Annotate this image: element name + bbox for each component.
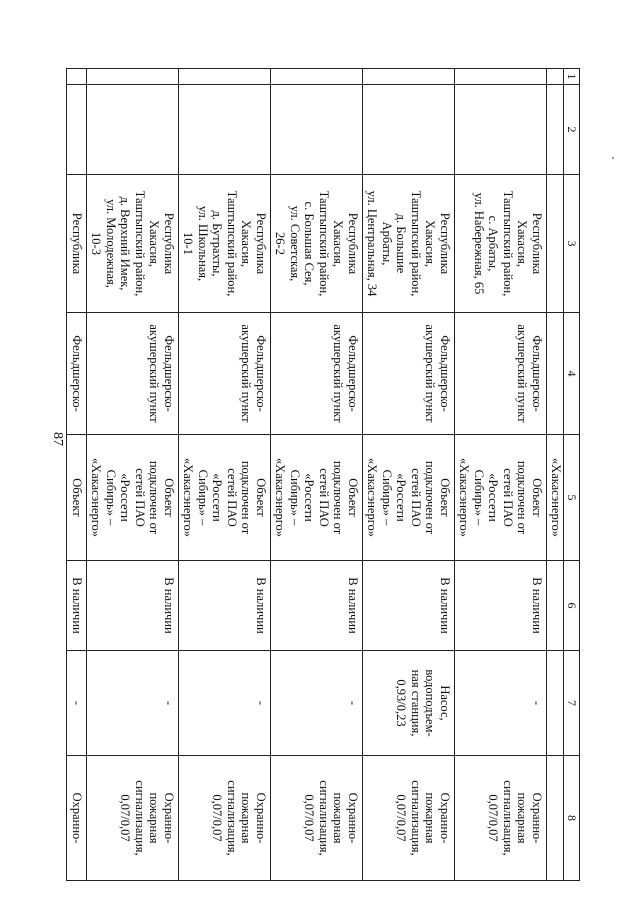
power-cell: Объект подключен от сетей ПАО «Россети Сибирь» – «Хакасэнерго» [87, 435, 179, 561]
equipment-cell: - [271, 651, 363, 756]
table-cell [67, 69, 87, 85]
column-number: 3 [564, 175, 580, 313]
facility-type-cell: Фельдшерско- [67, 313, 87, 435]
table-cell [87, 69, 179, 85]
water-cell: В наличии [455, 561, 547, 651]
table-cell [547, 313, 565, 435]
table-cell [455, 85, 547, 175]
table-row [455, 69, 547, 881]
address-cell: Республика Хакасия, Таштыпский район, с. Большая Сея, ул. Советская, 26-2 [271, 175, 363, 313]
facility-type-cell: Фельдшерско- акушерский пункт [363, 313, 455, 435]
table-cell [455, 69, 547, 85]
table-cell [179, 85, 271, 175]
power-cell: Объект подключен от сетей ПАО «Россети Сибирь» – «Хакасэнерго» [179, 435, 271, 561]
alarm-cell: Охранно- пожарная сигнализация, 0,07/0,07 [87, 756, 179, 881]
table-cell [547, 85, 565, 175]
partial-row [67, 69, 87, 881]
table-container [70, 68, 580, 880]
table-cell [547, 756, 565, 881]
water-cell: В наличии [271, 561, 363, 651]
facilities-table [66, 68, 580, 881]
power-cell: Объект подключен от сетей ПАО «Россети Сибирь» – «Хакасэнерго» [363, 435, 455, 561]
equipment-cell: - [179, 651, 271, 756]
column-number: 4 [564, 313, 580, 435]
scan-speck [612, 157, 614, 159]
address-cell: Республика Хакасия, Таштыпский район, с. Арбаты, ул. Набережная, 65 [455, 175, 547, 313]
alarm-cell: Охранно- пожарная сигнализация, 0,07/0,07 [179, 756, 271, 881]
continuation-row [547, 69, 565, 881]
power-cell: «Хакасэнерго» [547, 435, 565, 561]
table-cell [87, 85, 179, 175]
alarm-cell: Охранно- пожарная сигнализация, 0,07/0,07 [455, 756, 547, 881]
water-cell: В наличии [179, 561, 271, 651]
alarm-cell: Охранно- пожарная сигнализация, 0,07/0,07 [363, 756, 455, 881]
facility-type-cell: Фельдшерско- акушерский пункт [271, 313, 363, 435]
table-row [363, 69, 455, 881]
power-cell: Объект [67, 435, 87, 561]
table-cell [547, 561, 565, 651]
address-cell: Республика Хакасия, Таштыпский район, д. Бутрахты, ул. Школьная, 10-1 [179, 175, 271, 313]
alarm-cell: Охранно- пожарная сигнализация, 0,07/0,07 [271, 756, 363, 881]
address-cell: Республика Хакасия, Таштыпский район, д. Верхний Имек, ул. Молодежная, 10-3 [87, 175, 179, 313]
equipment-cell: - [455, 651, 547, 756]
table-cell [67, 85, 87, 175]
equipment-cell: Насос, водоподъем- ная станция, 0,93/0,23 [363, 651, 455, 756]
water-cell: В наличии [87, 561, 179, 651]
water-cell: В наличии [67, 561, 87, 651]
column-number: 1 [564, 69, 580, 85]
equipment-cell: - [67, 651, 87, 756]
table-cell [271, 85, 363, 175]
address-cell: Республика [67, 175, 87, 313]
column-number: 7 [564, 651, 580, 756]
column-number-row [564, 69, 580, 881]
facility-type-cell: Фельдшерско- акушерский пункт [455, 313, 547, 435]
table-cell [363, 69, 455, 85]
table-body [67, 69, 580, 881]
facility-type-cell: Фельдшерско- акушерский пункт [87, 313, 179, 435]
power-cell: Объект подключен от сетей ПАО «Россети Сибирь» – «Хакасэнерго» [455, 435, 547, 561]
column-number: 6 [564, 561, 580, 651]
equipment-cell: - [87, 651, 179, 756]
facility-type-cell: Фельдшерско- акушерский пункт [179, 313, 271, 435]
column-number: 5 [564, 435, 580, 561]
table-row [179, 69, 271, 881]
page-number: 87 [50, 432, 65, 446]
column-number: 8 [564, 756, 580, 881]
power-cell: Объект подключен от сетей ПАО «Россети Сибирь» – «Хакасэнерго» [271, 435, 363, 561]
table-cell [547, 175, 565, 313]
alarm-cell: Охранно- [67, 756, 87, 881]
table-cell [547, 651, 565, 756]
table-row [87, 69, 179, 881]
table-cell [363, 85, 455, 175]
column-number: 2 [564, 85, 580, 175]
table-cell [179, 69, 271, 85]
table-cell [271, 69, 363, 85]
address-cell: Республика Хакасия, Таштыпский район, д. Большие Арбаты, ул. Центральная, 34 [363, 175, 455, 313]
table-cell [547, 69, 565, 85]
water-cell: В наличии [363, 561, 455, 651]
table-row [271, 69, 363, 881]
